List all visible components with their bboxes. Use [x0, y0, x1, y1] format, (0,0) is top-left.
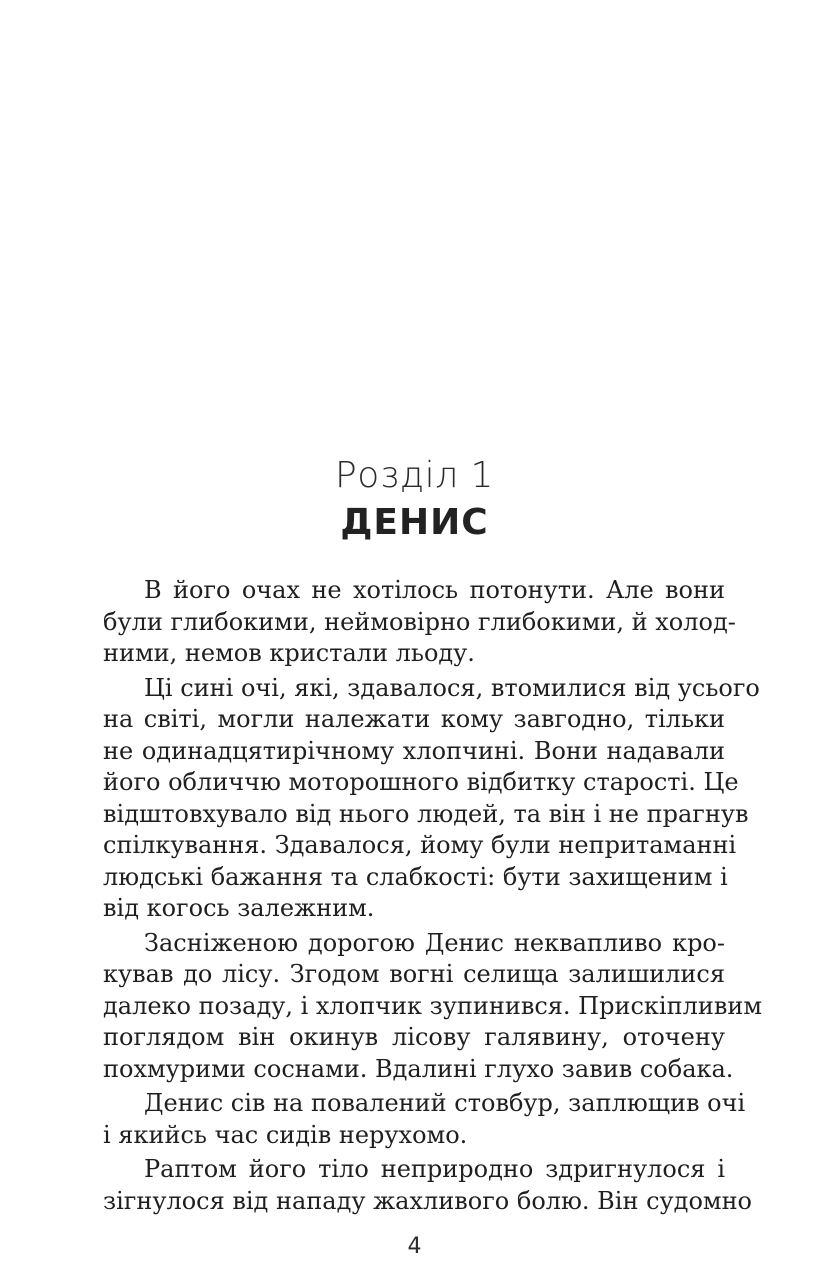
text-line: далеко позаду, і хлопчик зупинився. Прискіпливим	[103, 991, 763, 1020]
chapter-body-text	[103, 575, 763, 1217]
chapter-title: ДЕНИС	[340, 502, 489, 543]
paragraph	[103, 1088, 746, 1151]
text-line: не одинадцятирічному хлопчині. Вони надавали	[103, 736, 725, 765]
text-line: Денис сів на повалений стовбур, заплющив очі	[144, 1089, 746, 1117]
text-line: В його очах не хотілось потонути. Але вони	[144, 576, 725, 604]
text-line: людські бажання та слабкості: бути захищеним і	[103, 862, 728, 891]
text-line: відштовхувало від нього людей, та він і не прагнув	[103, 799, 749, 828]
text-line: кував до лісу. Згодом вогні селища залишилися	[103, 960, 725, 988]
text-line: поглядом він окинув лісову галявину, оточену	[103, 1023, 725, 1051]
paragraph	[103, 1154, 753, 1217]
text-line: Ці сині очі, які, здавалося, втомилися від усього	[144, 673, 760, 702]
text-line: були глибокими, неймовірно глибокими, й холод-	[103, 607, 736, 636]
text-line: від когось залежним.	[103, 894, 375, 922]
text-line: ними, немов кристали льоду.	[103, 639, 475, 667]
text-line: і якийсь час сидів нерухомо.	[103, 1120, 468, 1149]
text-line: похмурими соснами. Вдалині глухо завив собака.	[103, 1054, 734, 1083]
paragraph	[103, 575, 736, 670]
text-line: зігнулося від нападу жахливого болю. Він судомно	[103, 1186, 753, 1215]
text-line: на світі, могли належати кому завгодно, тільки	[103, 705, 725, 733]
text-line: його обличчю моторошного відбитку старості. Це	[103, 768, 739, 796]
chapter-label: Розділ 1	[335, 455, 494, 496]
paragraph	[103, 928, 763, 1086]
text-line: Засніженою дорогою Денис неквапливо кро-	[144, 928, 725, 957]
text-line: Раптом його тіло неприродно здригнулося і	[144, 1155, 725, 1183]
page-number: 4	[407, 1234, 422, 1259]
paragraph	[103, 673, 760, 925]
text-line: спілкування. Здавалося, йому були непритаманні	[103, 831, 737, 859]
